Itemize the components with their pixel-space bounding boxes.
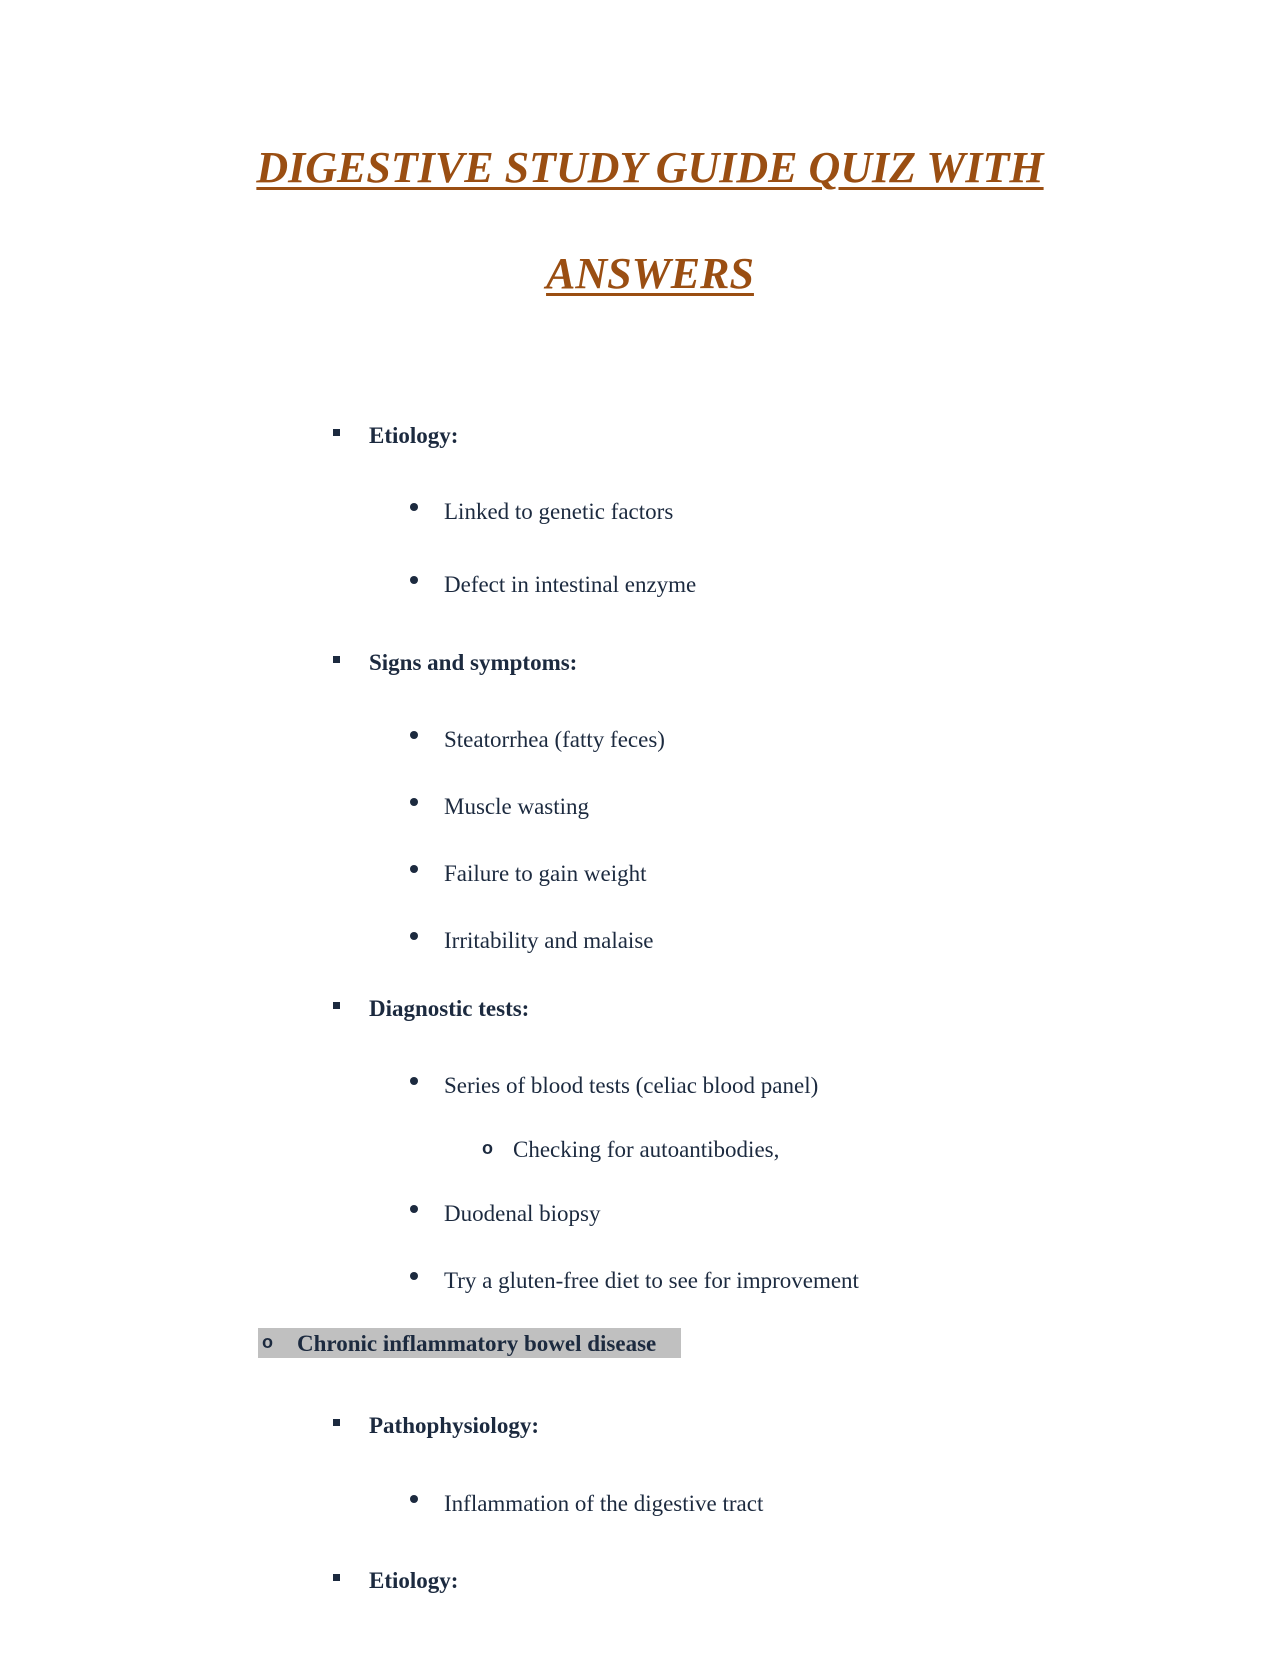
round-bullet-icon — [410, 798, 418, 806]
list-item-text: Try a gluten-free diet to see for improvement — [444, 1268, 859, 1293]
round-bullet-icon — [410, 1077, 418, 1085]
square-bullet-icon — [333, 1574, 340, 1581]
round-bullet-icon — [410, 1205, 418, 1213]
section-heading-chronic: Chronic inflammatory bowel disease — [297, 1331, 657, 1356]
list-item-text: Duodenal biopsy — [444, 1201, 601, 1226]
document-title-line-1: DIGESTIVE STUDY GUIDE QUIZ WITH — [256, 143, 1044, 192]
round-bullet-icon — [410, 1272, 418, 1280]
round-bullet-icon — [410, 932, 418, 940]
round-bullet-icon — [410, 731, 418, 739]
sub-list-item-text: Checking for autoantibodies, — [513, 1137, 780, 1162]
square-bullet-icon — [333, 1419, 340, 1426]
list-item-text: Defect in intestinal enzyme — [444, 572, 697, 597]
list-item-text: Irritability and malaise — [444, 928, 654, 953]
list-item-text: Series of blood tests (celiac blood panel) — [444, 1073, 819, 1098]
round-bullet-icon — [410, 576, 418, 584]
round-bullet-icon — [410, 1495, 418, 1503]
section-heading-diagnostic: Diagnostic tests: — [369, 996, 530, 1021]
circle-bullet-icon: o — [482, 1138, 493, 1158]
document-title-line-2: ANSWERS — [546, 249, 754, 298]
list-item-text: Inflammation of the digestive tract — [444, 1491, 764, 1516]
square-bullet-icon — [333, 429, 340, 436]
list-item-text: Steatorrhea (fatty feces) — [444, 727, 665, 752]
square-bullet-icon — [333, 656, 340, 663]
list-item-text: Linked to genetic factors — [444, 499, 674, 524]
list-item-text: Muscle wasting — [444, 794, 590, 819]
section-heading-etiology-2: Etiology: — [369, 1568, 459, 1593]
section-heading-patho: Pathophysiology: — [369, 1413, 539, 1438]
section-heading-signs: Signs and symptoms: — [369, 650, 578, 675]
square-bullet-icon — [333, 1002, 340, 1009]
round-bullet-icon — [410, 865, 418, 873]
list-item-text: Failure to gain weight — [444, 861, 647, 886]
section-heading-etiology: Etiology: — [369, 423, 459, 448]
circle-bullet-icon: o — [262, 1332, 273, 1352]
round-bullet-icon — [410, 503, 418, 511]
